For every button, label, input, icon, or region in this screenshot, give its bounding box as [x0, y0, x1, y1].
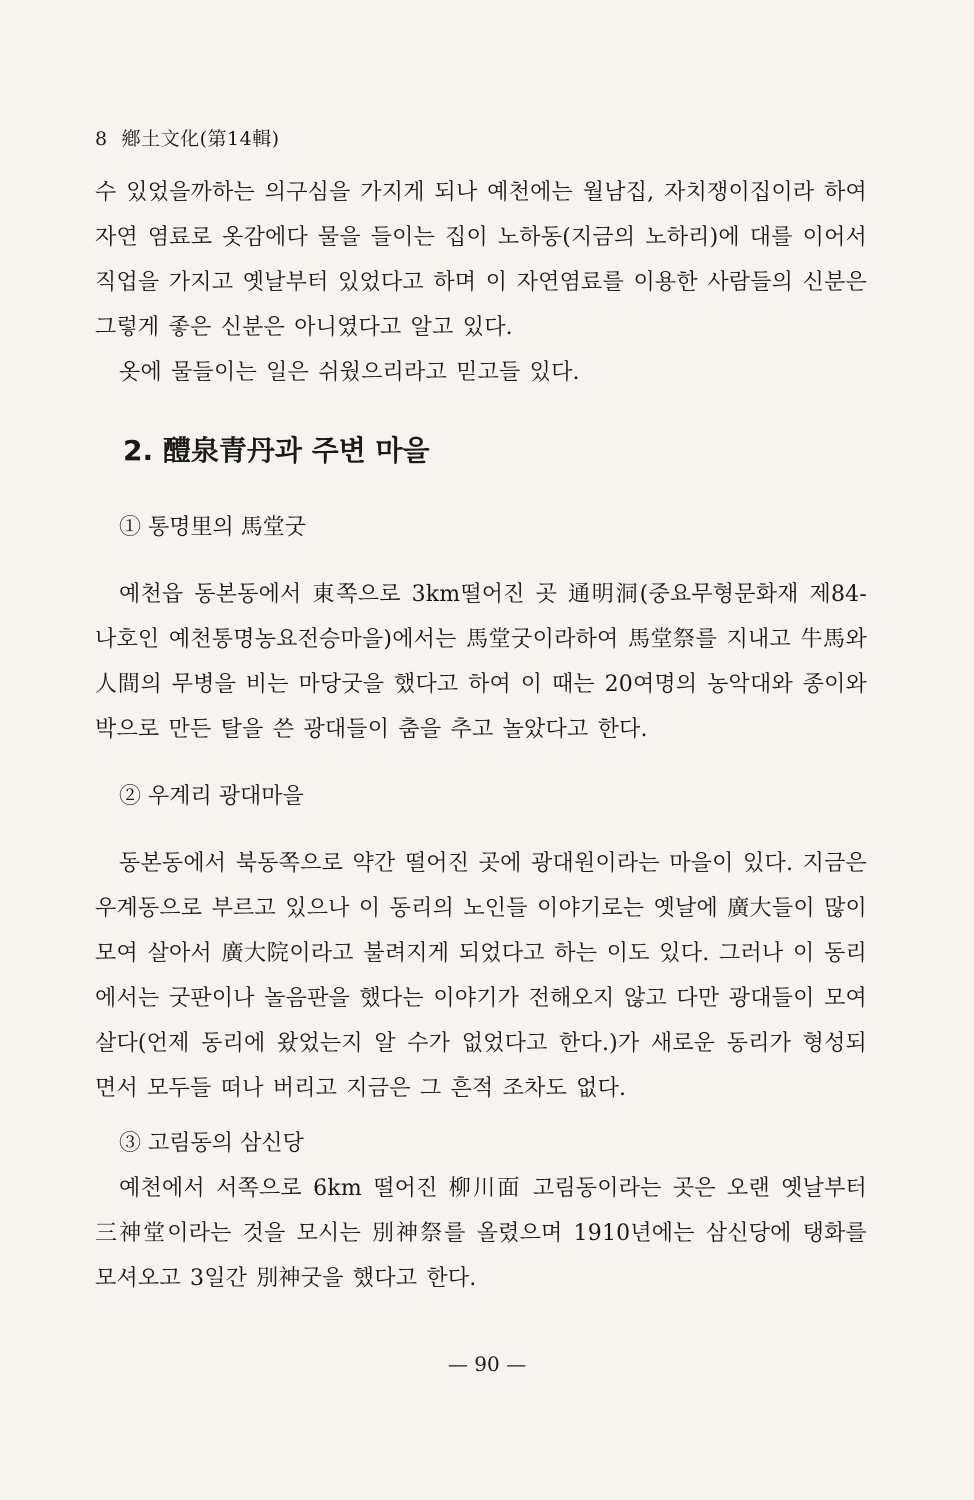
- subsection-2-heading: ② 우계리 광대마을: [119, 784, 304, 809]
- header-publication-title: 鄕土文化(第14輯): [121, 128, 280, 150]
- subsection-3-body: 예천에서 서쪽으로 6km 떨어진 柳川面 고림동이라는 곳은 오랜 옛날부터 三神堂이라는 것을 모시는 別神祭를 올렸으며 1910년에는 삼신당에 탱화를 모셔오고 3일간 別神굿을 했다고 한다.: [95, 1176, 867, 1291]
- section-title: 2. 醴泉青丹과 주변 마을: [123, 434, 430, 467]
- subsection-3-heading: ③ 고림동의 삼신당: [119, 1131, 304, 1156]
- page-content: [95, 170, 867, 1301]
- running-head: [95, 124, 280, 151]
- page-folio: — 90 —: [447, 1352, 527, 1376]
- header-page-number: 8: [95, 128, 108, 150]
- subsection-1-heading: ① 통명里의 馬堂굿: [119, 515, 306, 540]
- intro-paragraph-2: 옷에 물들이는 일은 쉬웠으리라고 믿고들 있다.: [119, 360, 580, 385]
- subsection-1-body: 예천읍 동본동에서 東쪽으로 3km떨어진 곳 通明洞(중요무형문화재 제84-나호인 예천통명농요전승마을)에서는 馬堂굿이라하여 馬堂祭를 지내고 牛馬와 人間의 무병을 비는 마당굿을 했다고 하여 이 때는 20여명의 농악대와 종이와 박으로 만든 탈을 쓴 광대들이 춤을 추고 놀았다고 한다.: [95, 582, 867, 742]
- intro-paragraph-1: 수 있었을까하는 의구심을 가지게 되나 예천에는 월남집, 자치쟁이집이라 하여 자연 염료로 옷감에다 물을 들이는 집이 노하동(지금의 노하리)에 대를 이어서 직업을 가지고 옛날부터 있었다고 하며 이 자연염료를 이용한 사람들의 신분은 그렇게 좋은 신분은 아니였다고 알고 있다.: [95, 180, 867, 340]
- subsection-2-body: 동본동에서 북동쪽으로 약간 떨어진 곳에 광대원이라는 마을이 있다. 지금은 우계동으로 부르고 있으나 이 동리의 노인들 이야기로는 옛날에 廣大들이 많이 모여 살아서 廣大院이라고 불려지게 되었다고 하는 이도 있다. 그러나 이 동리에서는 굿판이나 놀음판을 했다는 이야기가 전해오지 않고 다만 광대들이 모여 살다(언제 동리에 왔었는지 알 수가 없었다고 한다.)가 새로운 동리가 형성되면서 모두들 떠나 버리고 지금은 그 흔적 조차도 없다.: [95, 851, 867, 1101]
